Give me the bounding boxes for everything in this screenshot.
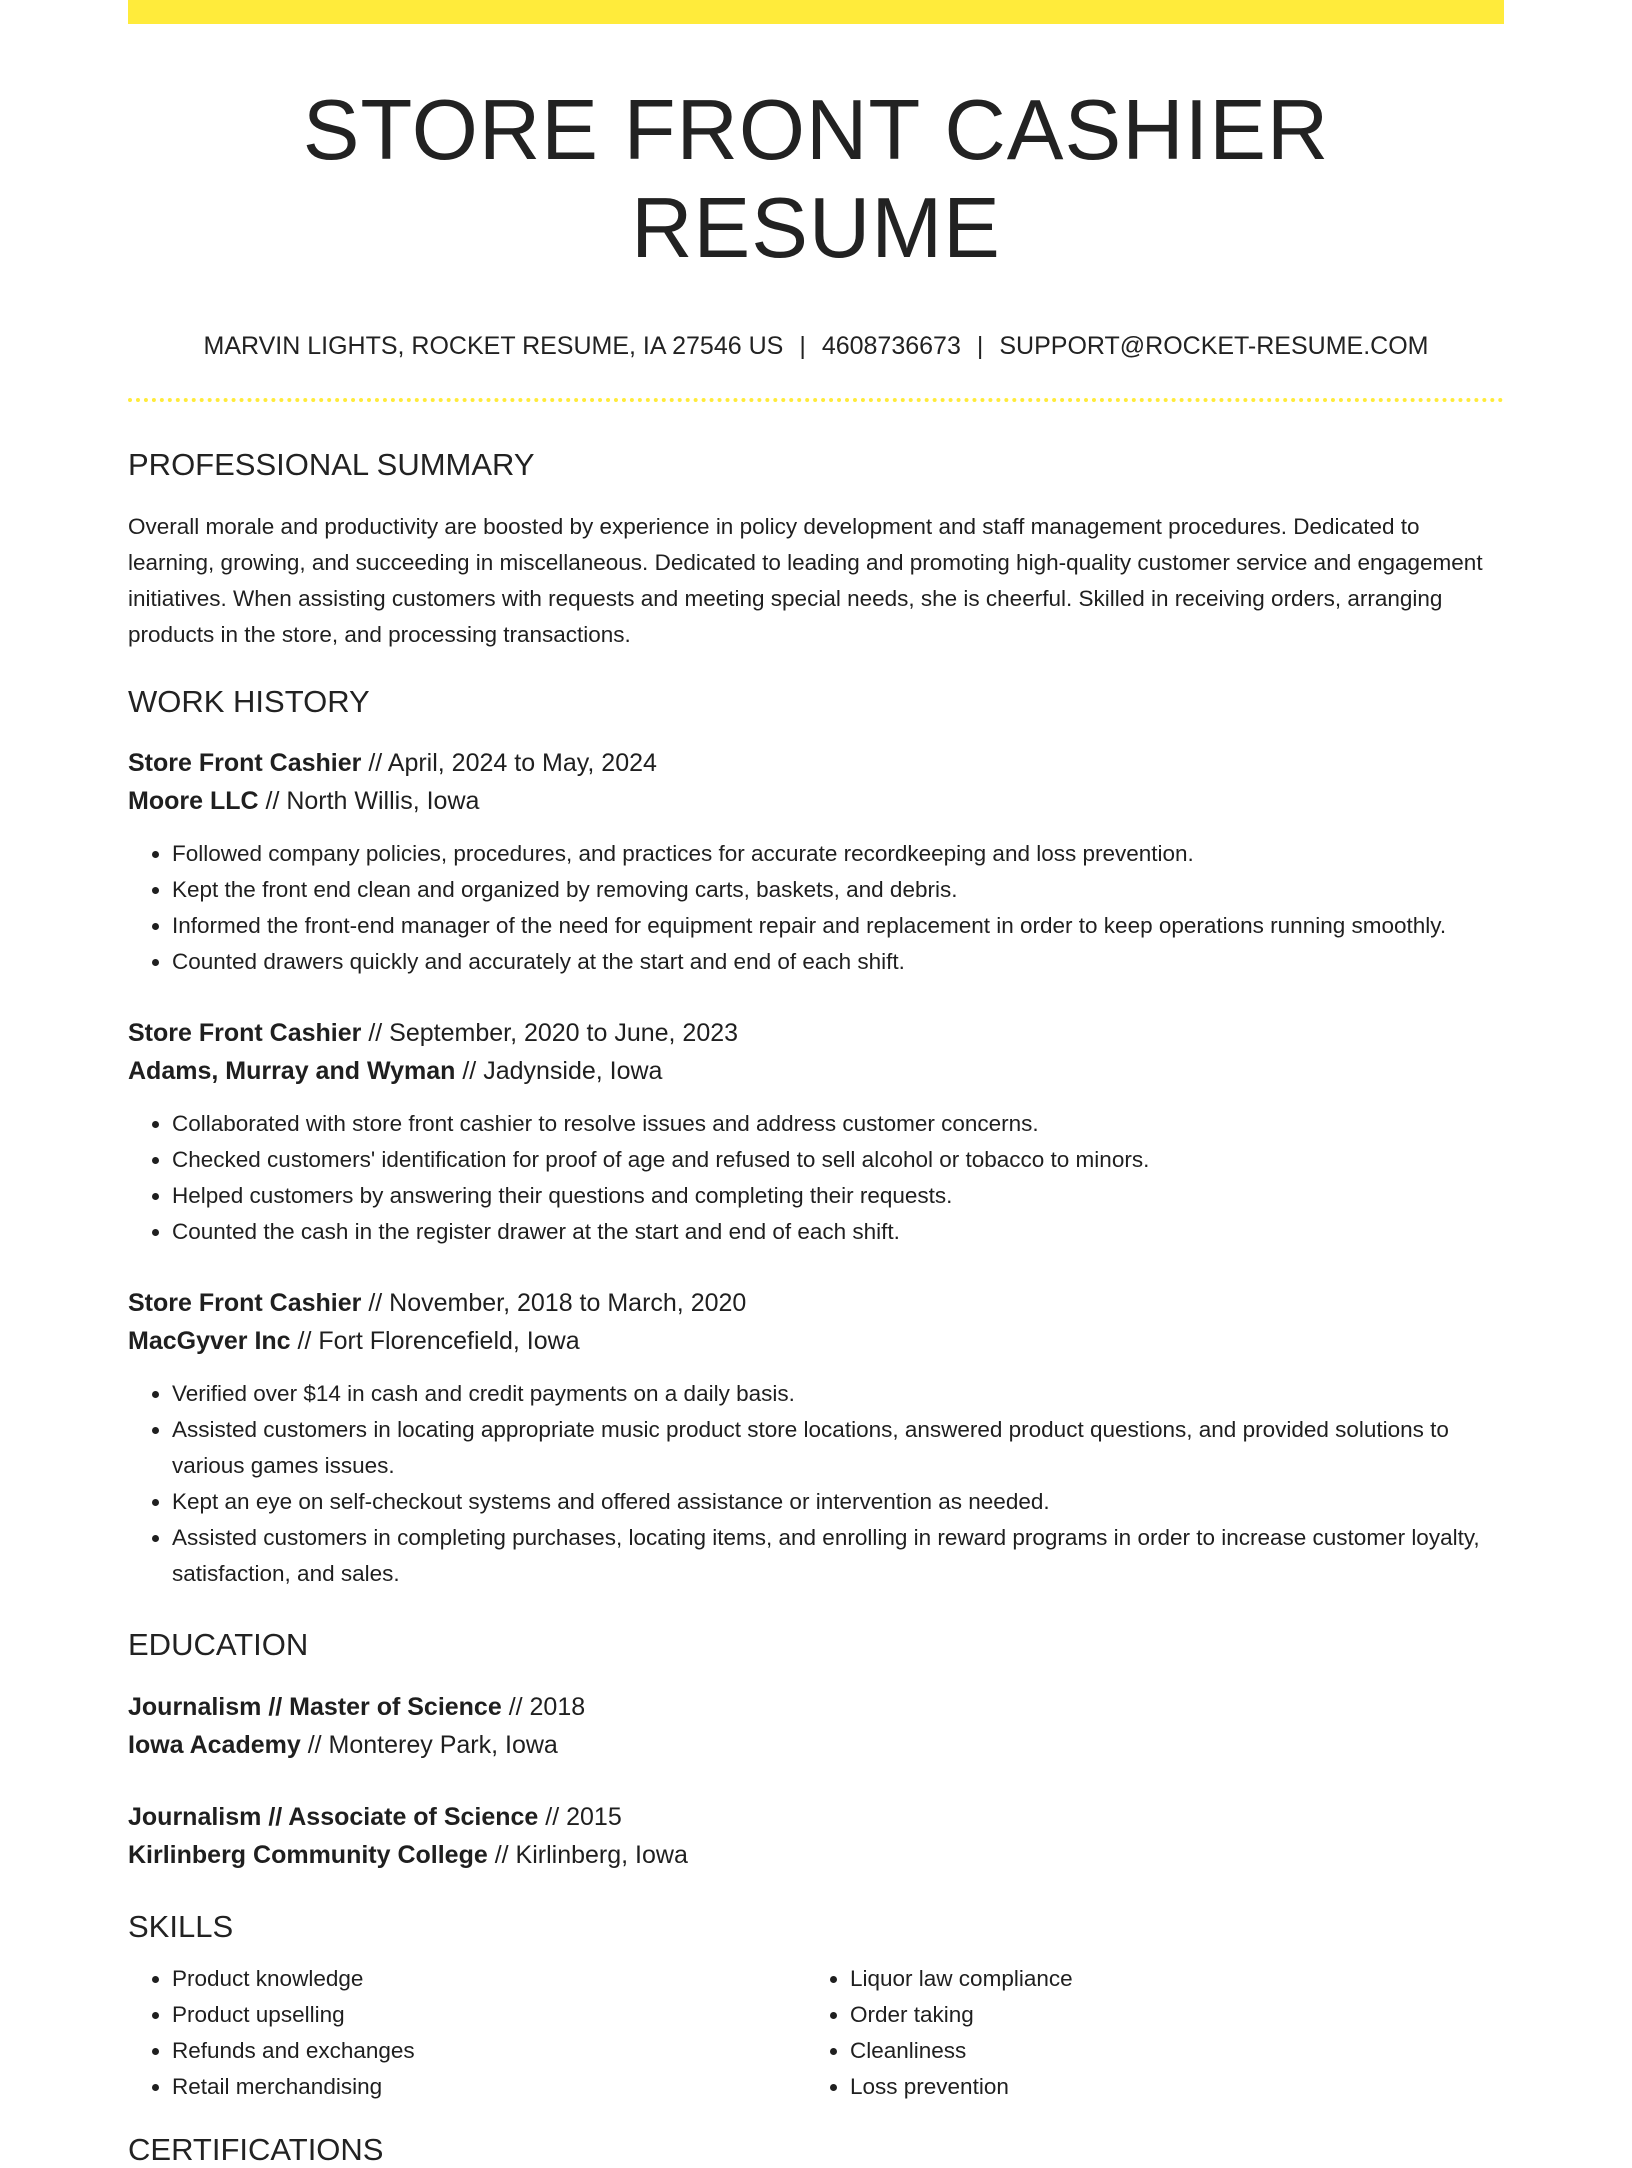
list-item: • Informed the front-end manager of the need for equipment repair and replacement in order to keep operations running smoothly. xyxy=(172,908,1504,944)
job-location: // Fort Florencefield, Iowa xyxy=(290,1327,580,1356)
job-entry xyxy=(128,1284,1504,1592)
degree-year: // 2015 xyxy=(538,1802,622,1831)
list-item: • Helped customers by answering their questions and completing their requests. xyxy=(172,1178,1504,1214)
top-accent-bar xyxy=(128,0,1504,24)
list-item: • Verified over $14 in cash and credit payments on a daily basis. xyxy=(172,1376,1504,1412)
list-item: • Assisted customers in locating appropriate music product store locations, answered product questions, and provided solutions to various games issues. xyxy=(172,1412,1504,1484)
job-title: Store Front Cashier xyxy=(128,1289,362,1318)
skills-right-column xyxy=(806,1961,1484,2105)
job-company: Adams, Murray and Wyman xyxy=(128,1057,456,1086)
school-location: // Kirlinberg, Iowa xyxy=(487,1840,688,1869)
degree-year: // 2018 xyxy=(501,1692,586,1721)
job-title-line xyxy=(128,744,1504,782)
education-heading: EDUCATION xyxy=(128,1627,309,1663)
certifications-heading: CERTIFICATIONS xyxy=(128,2131,384,2167)
list-item: • Counted drawers quickly and accurately at the start and end of each shift. xyxy=(172,944,1504,980)
page-title: STORE FRONT CASHIER RESUME xyxy=(302,83,1330,276)
list-item: • Followed company policies, procedures, and practices for accurate recordkeeping and loss prevention. xyxy=(172,836,1504,872)
education-entry xyxy=(128,1688,1504,1764)
list-item: • Product upselling xyxy=(172,1997,806,2033)
degree-line xyxy=(128,1798,1504,1836)
job-company-line xyxy=(128,782,1504,820)
contact-address: MARVIN LIGHTS, ROCKET RESUME, IA 27546 US xyxy=(203,331,784,360)
summary-heading: PROFESSIONAL SUMMARY xyxy=(128,447,535,482)
work-history-heading: WORK HISTORY xyxy=(128,684,370,720)
skills-columns xyxy=(128,1961,1504,2105)
list-item: • Refunds and exchanges xyxy=(172,2033,806,2069)
job-entry xyxy=(128,1014,1504,1250)
school: Iowa Academy xyxy=(128,1730,301,1759)
job-company-line xyxy=(128,1052,1504,1090)
school-location: // Monterey Park, Iowa xyxy=(300,1730,558,1759)
job-title: Store Front Cashier xyxy=(128,749,362,778)
skills-left-column xyxy=(128,1961,806,2105)
contact-separator: | xyxy=(976,331,984,360)
contact-email: SUPPORT@ROCKET-RESUME.COM xyxy=(999,331,1429,360)
job-title-line xyxy=(128,1014,1504,1052)
summary-text: Overall morale and productivity are boosted by experience in policy development and staff management procedures. Dedicated to learning, growing, and succeeding in miscellaneous. Dedicated to leading and promoting high-quality customer service and engagement initiatives. When assisting customers with requests and meeting special needs, she is cheerful. Skilled in receiving orders, arranging products in the store, and processing transactions. xyxy=(128,514,1483,648)
education-entry xyxy=(128,1798,1504,1874)
job-bullets xyxy=(128,1376,1504,1592)
job-bullets xyxy=(128,836,1504,980)
skills-heading: SKILLS xyxy=(128,1908,234,1944)
school-line xyxy=(128,1836,1504,1874)
job-company: Moore LLC xyxy=(128,787,259,816)
school-line xyxy=(128,1726,1504,1764)
list-item: • Liquor law compliance xyxy=(850,1961,1484,1997)
list-item: • Assisted customers in completing purchases, locating items, and enrolling in reward programs in order to increase customer loyalty, satisfaction, and sales. xyxy=(172,1520,1504,1592)
job-title: Store Front Cashier xyxy=(128,1019,362,1048)
job-dates: // April, 2024 to May, 2024 xyxy=(361,749,657,778)
degree: Journalism // Associate of Science xyxy=(128,1802,539,1831)
resume-page xyxy=(128,0,1504,2168)
dotted-divider xyxy=(128,398,1504,402)
list-item: • Counted the cash in the register drawer at the start and end of each shift. xyxy=(172,1214,1504,1250)
job-location: // North Willis, Iowa xyxy=(258,787,480,816)
list-item: • Kept the front end clean and organized by removing carts, baskets, and debris. xyxy=(172,872,1504,908)
contact-phone: 4608736673 xyxy=(821,331,961,360)
job-dates: // November, 2018 to March, 2020 xyxy=(361,1289,747,1318)
list-item: • Collaborated with store front cashier to resolve issues and address customer concerns. xyxy=(172,1106,1504,1142)
job-location: // Jadynside, Iowa xyxy=(455,1057,663,1086)
job-company: MacGyver Inc xyxy=(128,1327,291,1356)
degree: Journalism // Master of Science xyxy=(128,1692,502,1721)
list-item: • Order taking xyxy=(850,1997,1484,2033)
degree-line xyxy=(128,1688,1504,1726)
list-item: • Retail merchandising xyxy=(172,2069,806,2105)
job-title-line xyxy=(128,1284,1504,1322)
job-company-line xyxy=(128,1322,1504,1360)
list-item: • Kept an eye on self-checkout systems and offered assistance or intervention as needed. xyxy=(172,1484,1504,1520)
job-entry xyxy=(128,744,1504,980)
list-item: • Product knowledge xyxy=(172,1961,806,1997)
list-item: • Cleanliness xyxy=(850,2033,1484,2069)
job-dates: // September, 2020 to June, 2023 xyxy=(361,1019,739,1048)
contact-separator: | xyxy=(799,331,806,360)
job-bullets xyxy=(128,1106,1504,1250)
list-item: • Loss prevention xyxy=(850,2069,1484,2105)
contact-line xyxy=(128,330,1504,363)
list-item: • Checked customers' identification for proof of age and refused to sell alcohol or tobacco to minors. xyxy=(172,1142,1504,1178)
school: Kirlinberg Community College xyxy=(128,1840,488,1869)
